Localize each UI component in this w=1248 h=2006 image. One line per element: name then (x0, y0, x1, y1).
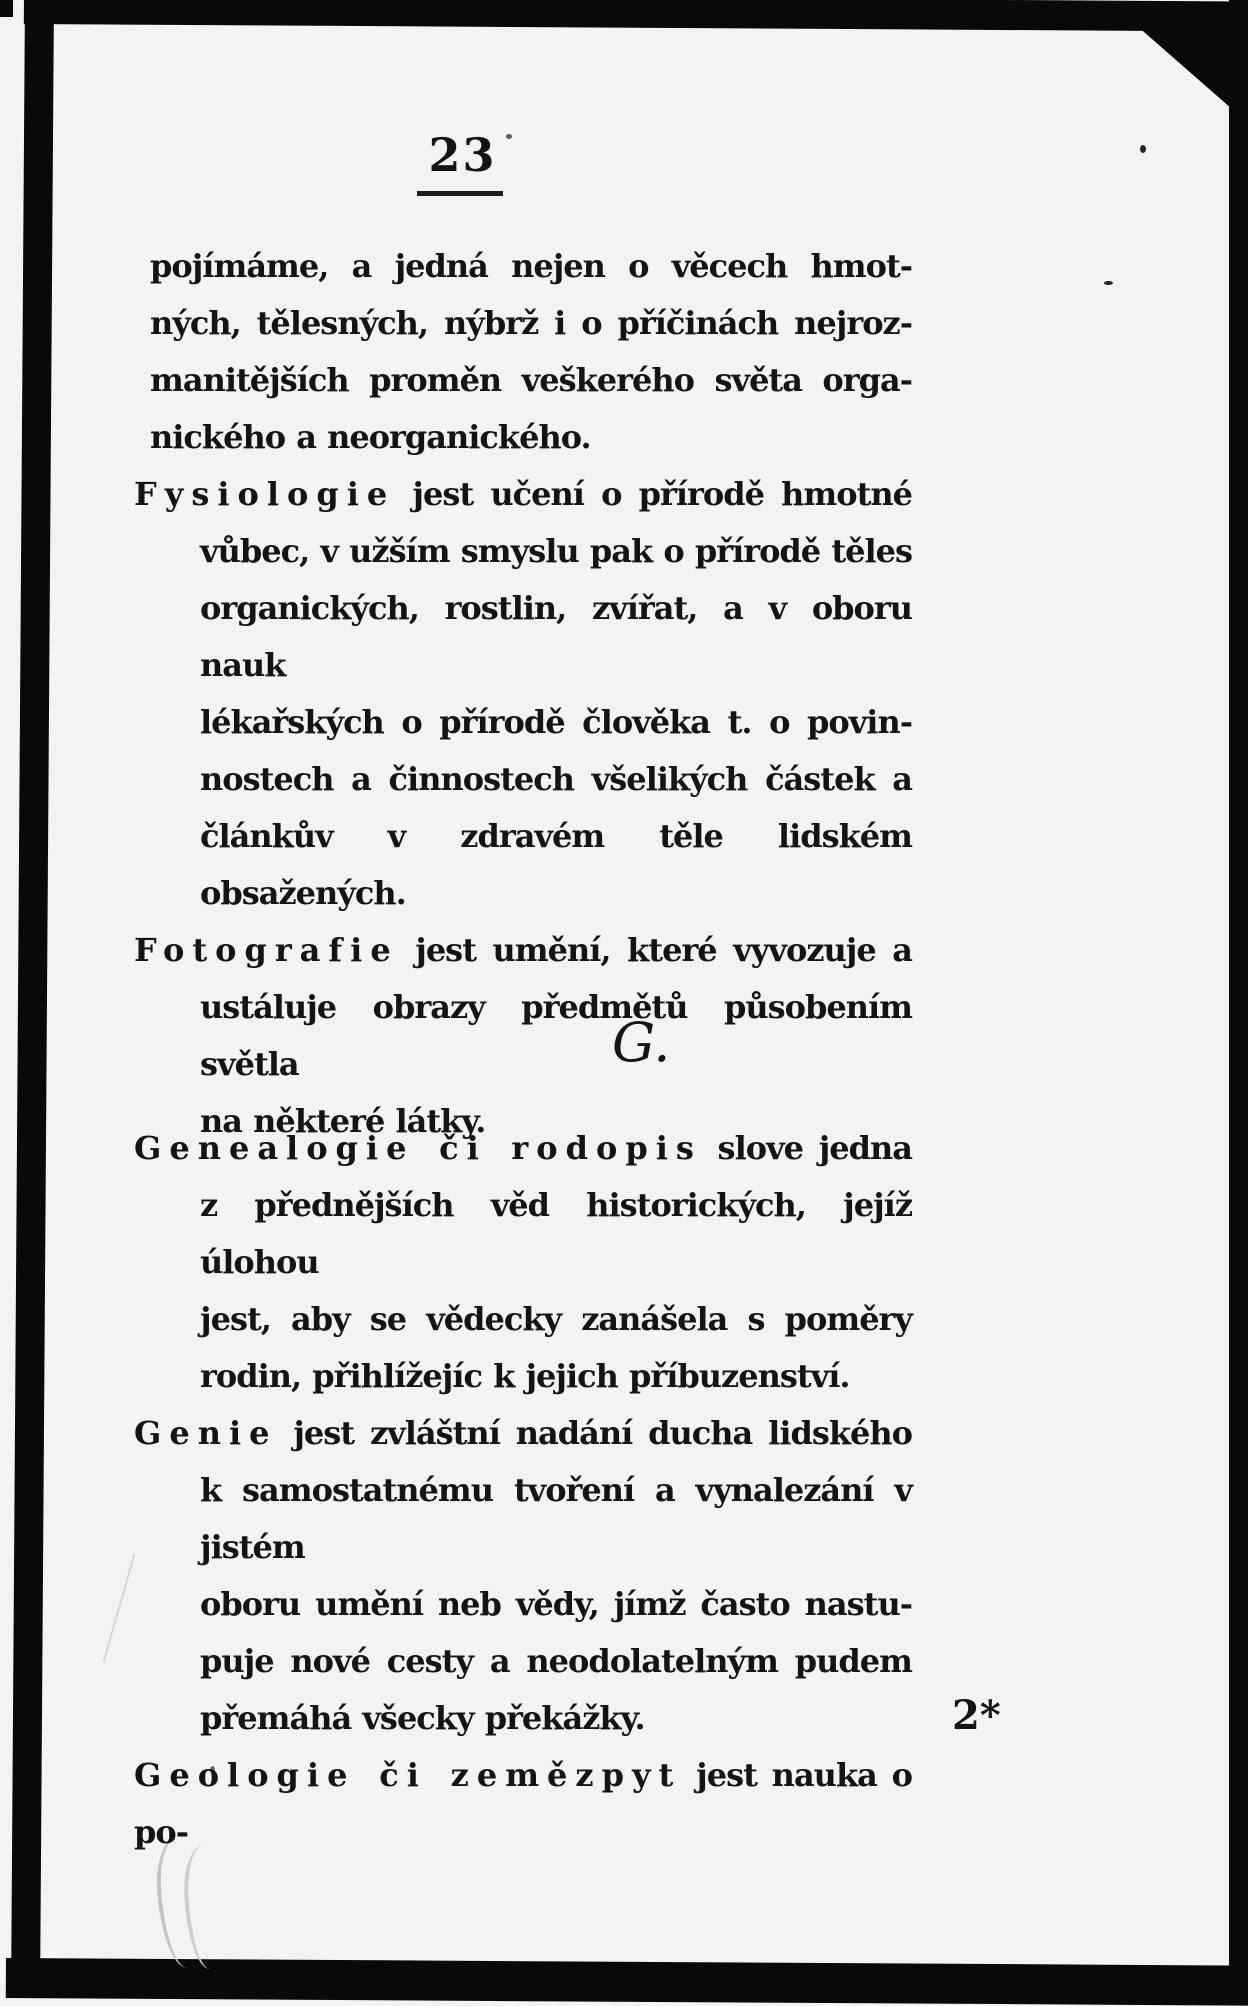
text-line (134, 1120, 912, 1177)
paragraph (134, 1405, 912, 1747)
printer-signature-mark: 2* (952, 1692, 1001, 1739)
text-line (150, 238, 912, 295)
spaced-term: Genealogie či rodopis (134, 1129, 702, 1167)
text-run: jest nauka o po- (134, 1756, 913, 1851)
text-run: ných, tělesných, nýbrž i o příčinách nejroz- (150, 304, 912, 342)
text-block-upper (134, 238, 912, 1150)
text-run: lékařských o přírodě člověka t. o povin- (200, 703, 912, 741)
text-line (200, 1690, 912, 1747)
spaced-term: Geologie či zemězpyt (134, 1756, 682, 1794)
text-line (200, 751, 912, 808)
page-number: 23 (428, 128, 497, 182)
paragraph (134, 922, 912, 1150)
text-run: ustáluje obrazy předmětů působením světla (200, 988, 912, 1083)
scan-speck (1140, 145, 1146, 153)
text-line (200, 1291, 912, 1348)
text-run: rodin, přihlížejíc k jejich příbuzenství. (200, 1357, 850, 1395)
spaced-term: Genie (134, 1414, 278, 1452)
text-line (200, 523, 912, 580)
scan-border-top (24, 0, 1248, 32)
page-number-rule (417, 191, 503, 196)
section-heading-g: G. (612, 1011, 671, 1074)
text-line (200, 1348, 912, 1405)
paragraph (134, 1747, 913, 1861)
paragraph (134, 466, 912, 922)
text-line (200, 808, 912, 922)
text-line (134, 1747, 912, 1861)
text-run: slove jedna (701, 1129, 913, 1167)
text-line (200, 979, 912, 1093)
text-run: z přednějších věd historických, jejíž úlohou (200, 1186, 912, 1281)
text-run: jest učení o přírodě hmotné (395, 475, 912, 513)
text-block-lower (134, 1120, 913, 1861)
text-run: pojímáme, a jedná nejen o věcech hmot- (150, 247, 912, 285)
scan-border-top-left-corner (0, 0, 13, 17)
text-run: nického a neorganického. (150, 418, 591, 456)
text-run: jest umění, které vyvozuje a (398, 931, 912, 969)
text-line (134, 466, 912, 523)
text-run: nostech a činnostech všelikých částek a (200, 760, 912, 798)
text-line (150, 409, 912, 466)
text-run: jest, aby se vědecky zanášela s poměry (200, 1300, 912, 1338)
text-line (200, 1576, 912, 1633)
text-run: organických, rostlin, zvířat, a v oboru nauk (200, 589, 912, 684)
scan-speck (1104, 281, 1113, 285)
text-run: vůbec, v užším smyslu pak o přírodě těles (200, 532, 912, 570)
text-run: k samostatnému tvoření a vynalezání v jistém (200, 1471, 912, 1566)
text-run: manitějších proměn veškerého světa orga- (150, 361, 912, 399)
page-crease (103, 1554, 136, 1662)
text-run: přemáhá všecky překážky. (200, 1699, 645, 1737)
paragraph (134, 1120, 913, 1405)
text-run: puje nové cesty a neodolatelným pudem (200, 1642, 912, 1680)
text-line (150, 295, 912, 352)
text-line (200, 1177, 912, 1291)
scan-border-right (1229, 0, 1248, 1987)
text-line (134, 1405, 912, 1462)
text-run: článkův v zdravém těle lidském obsažených. (200, 817, 912, 912)
text-line (200, 1462, 912, 1576)
spaced-term: Fotografie (134, 931, 399, 969)
text-run: jest zvláštní nadání ducha lidského (277, 1414, 912, 1452)
book-gutter-shadow (11, 0, 54, 1998)
text-line (150, 352, 912, 409)
text-line (200, 694, 912, 751)
text-run: oboru umění neb vědy, jímž často nastu- (200, 1585, 912, 1623)
text-line (200, 1633, 912, 1690)
text-run: na některé látky. (200, 1102, 486, 1140)
paragraph (150, 238, 912, 466)
text-line (134, 922, 912, 979)
spaced-term: Fysiologie (134, 475, 396, 513)
text-line (200, 580, 912, 694)
